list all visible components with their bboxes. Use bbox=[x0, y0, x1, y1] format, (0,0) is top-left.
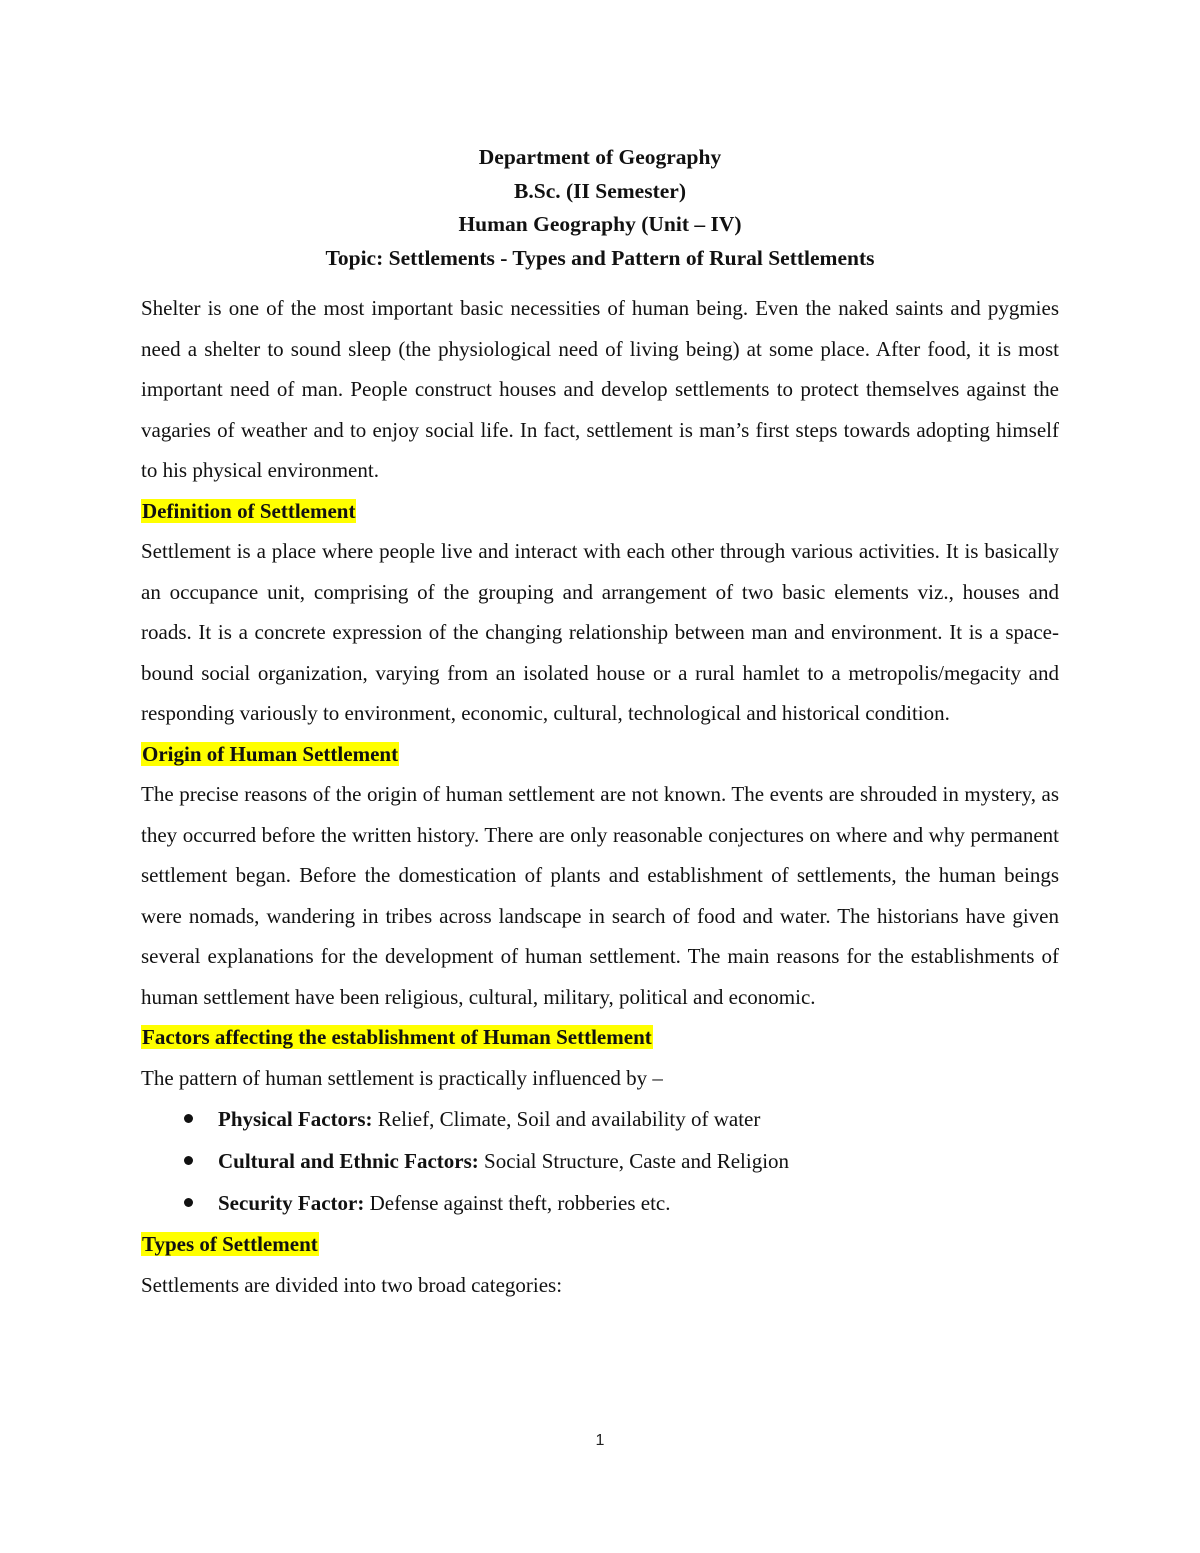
department-title: Department of Geography bbox=[478, 145, 722, 169]
types-heading bbox=[141, 1224, 1059, 1265]
topic-line bbox=[141, 242, 1059, 276]
factor-label: Physical Factors: bbox=[218, 1107, 373, 1131]
definition-heading-text: Definition of Settlement bbox=[142, 498, 356, 523]
bullet-icon bbox=[184, 1156, 193, 1165]
types-heading-text: Types of Settlement bbox=[142, 1232, 318, 1256]
list-item bbox=[141, 1140, 1059, 1182]
bullet-icon bbox=[184, 1198, 193, 1207]
list-item bbox=[141, 1098, 1059, 1140]
types-paragraph: Settlements are divided into two broad categories: bbox=[141, 1272, 563, 1297]
factor-text: Defense against theft, robberies etc. bbox=[364, 1191, 671, 1215]
factor-text: Social Structure, Caste and Religion bbox=[478, 1149, 790, 1173]
list-item bbox=[141, 1182, 1059, 1224]
factors-heading bbox=[141, 1017, 1059, 1058]
course-title: B.Sc. (II Semester) bbox=[514, 178, 686, 203]
factor-label: Cultural and Ethnic Factors: bbox=[218, 1149, 479, 1173]
origin-paragraph: The precise reasons of the origin of human settlement are not known. The events are shrouded in mystery, as they occurred before the written history. There are only reasonable conjectures on where and why permanent settlement began. Before the domestication of plants and establishment of settlements, the human beings were nomads, wandering in tribes across landscape in search of food and water. The historians have given several explanations for the development of human settlement. The main reasons for the establishments of human settlement have been religious, cultural, military, political and economic. bbox=[141, 782, 1059, 1009]
intro-paragraph: Shelter is one of the most important basic necessities of human being. Even the naked saints and pygmies need a shelter to sound sleep (the physiological need of living being) at some place. After food, it is most important need of man. People construct houses and develop settlements to protect themselves against the vagaries of weather and to enjoy social life. In fact, settlement is man’s first steps towards adopting himself to his physical environment. bbox=[141, 296, 1059, 482]
definition-paragraph: Settlement is a place where people live and interact with each other through various activities. It is basically an occupance unit, comprising of the grouping and arrangement of two basic elements viz., houses and roads. It is a concrete expression of the changing relationship between man and environment. It is a space-bound social organization, varying from an isolated house or a rural hamlet to a metropolis/megacity and responding variously to environment, economic, cultural, technological and historical condition. bbox=[141, 539, 1059, 725]
factors-intro: The pattern of human settlement is practically influenced by – bbox=[141, 1065, 663, 1090]
page-number: 1 bbox=[595, 1432, 605, 1449]
origin-heading bbox=[141, 734, 1059, 775]
factors-heading-text: Factors affecting the establishment of Human Settlement bbox=[142, 1025, 652, 1049]
definition-heading bbox=[141, 491, 1059, 532]
topic-text: Settlements - Types and Pattern of Rural Settlements bbox=[388, 245, 875, 270]
topic-label: Topic: bbox=[325, 245, 384, 270]
subject-title: Human Geography (Unit – IV) bbox=[458, 212, 742, 236]
origin-heading-text: Origin of Human Settlement bbox=[142, 741, 399, 766]
bullet-icon bbox=[184, 1114, 193, 1123]
factor-label: Security Factor: bbox=[218, 1191, 365, 1215]
factor-text: Relief, Climate, Soil and availability of water bbox=[372, 1107, 761, 1131]
factors-list bbox=[141, 1098, 1059, 1224]
title-block bbox=[141, 141, 1059, 275]
page-content bbox=[141, 141, 1059, 1305]
